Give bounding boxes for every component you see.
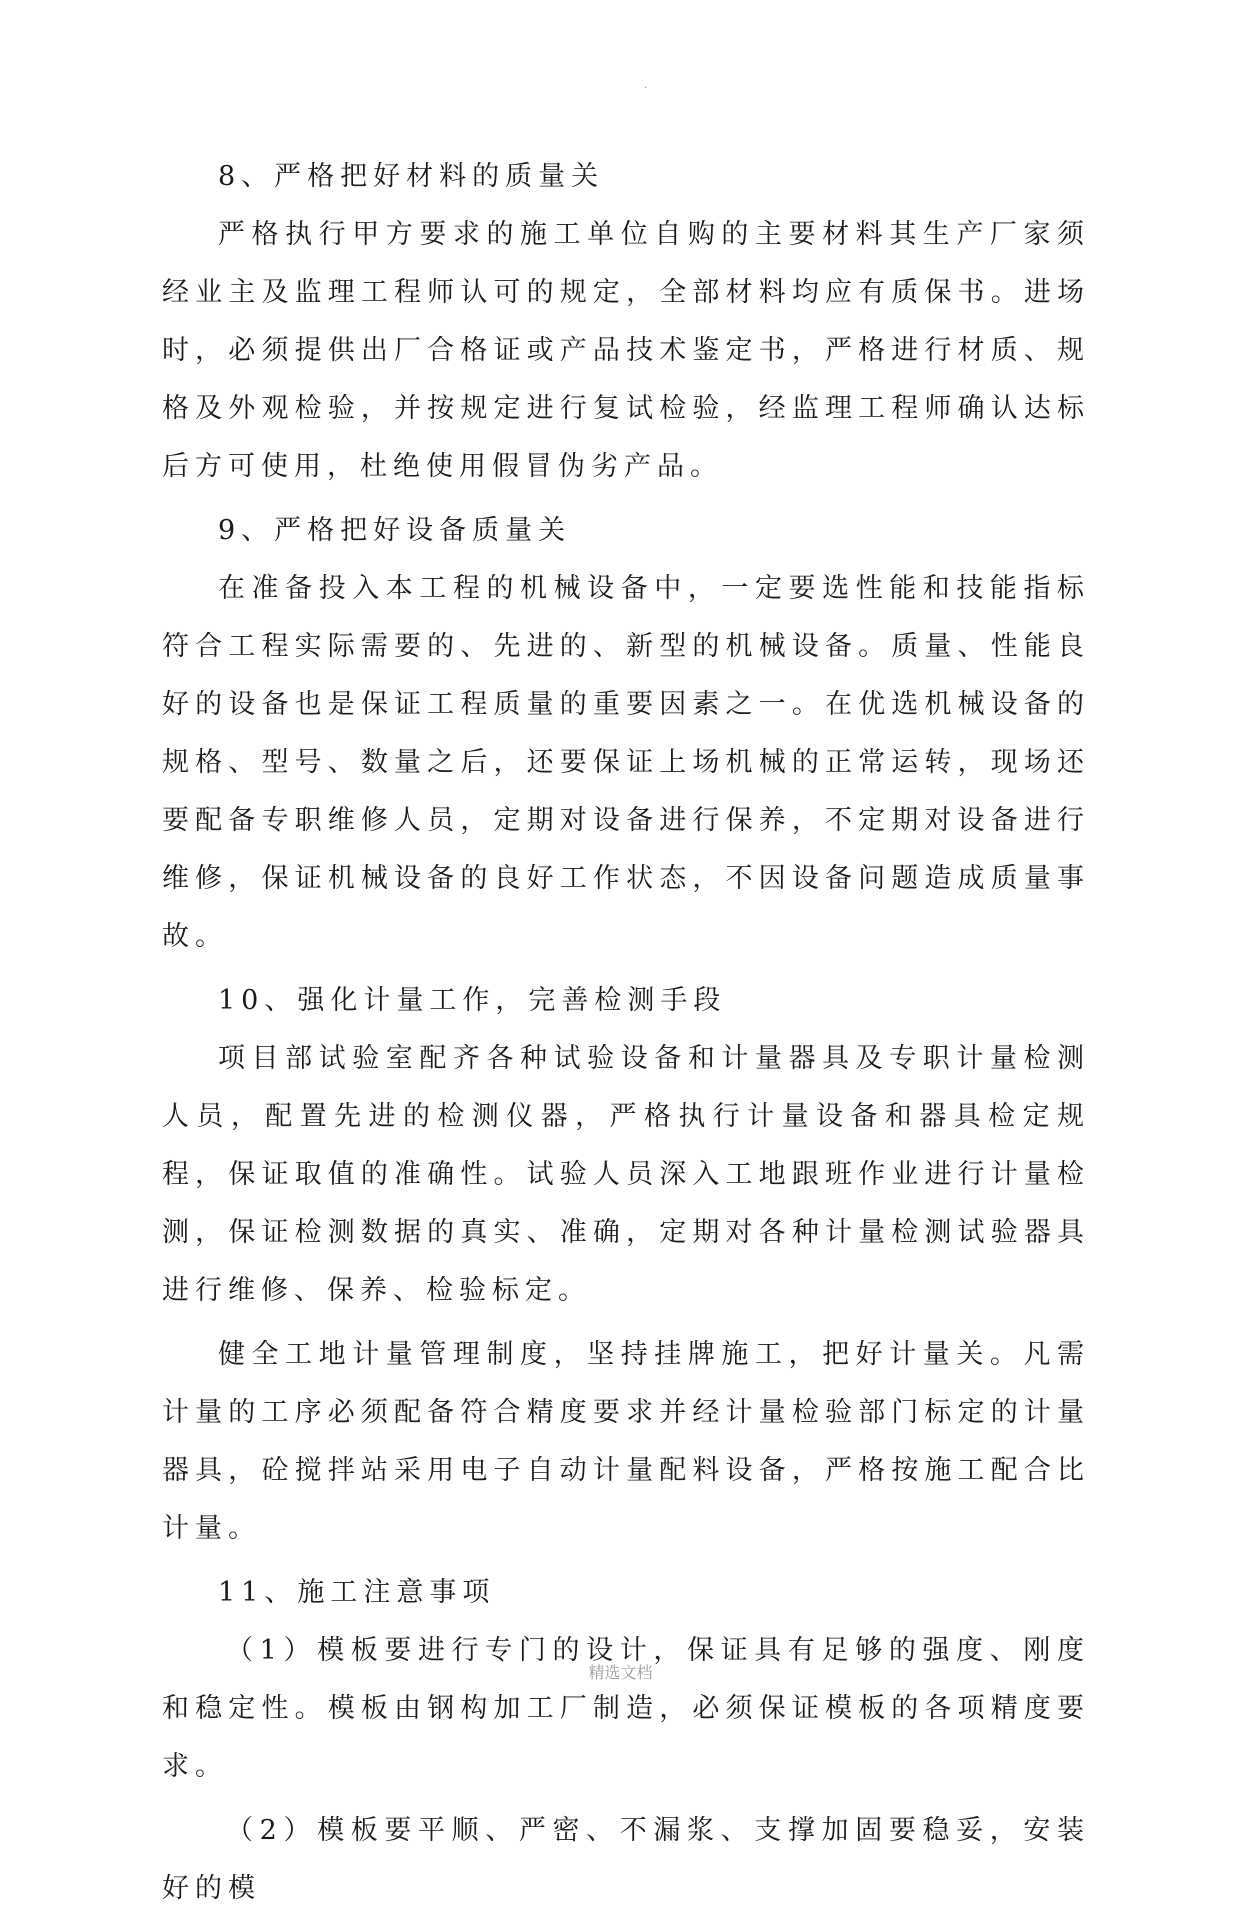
section-8-heading: 8、严格把好材料的质量关 xyxy=(218,161,605,192)
section-8-body: 严格执行甲方要求的施工单位自购的主要材料其生产厂家须经业主及监理工程师认可的规定，全部材料均应有质保书。进场时，必须提供出厂合格证或产品技术鉴定书，严格进行材质、规格及外观检验，并按规定进行复试检验，经监理工程师确认达标后方可使用，杜绝使用假冒伪劣产品。 xyxy=(162,219,1090,482)
section-11-item-2: （2）模板要平顺、严密、不漏浆、支撑加固要稳妥，安装好的模 xyxy=(162,1815,1090,1904)
section-9-body: 在准备投入本工程的机械设备中，一定要选性能和技能指标符合工程实际需要的、先进的、新型的机械设备。质量、性能良好的设备也是保证工程质量的重要因素之一。在优选机械设备的规格、型号、数量之后，还要保证上场机械的正常运转，现场还要配备专职维修人员，定期对设备进行保养，不定期对设备进行维修，保证机械设备的良好工作状态，不因设备问题造成质量事故。 xyxy=(162,573,1090,952)
section-11-heading: 11、施工注意事项 xyxy=(218,1577,496,1608)
page-footer: 精选文档 xyxy=(588,1663,653,1682)
document-content xyxy=(162,148,1090,1918)
section-10-body-2: 健全工地计量管理制度，坚持挂牌施工，把好计量关。凡需计量的工序必须配备符合精度要求并经计量检验部门标定的计量器具，砼搅拌站采用电子自动计量配料设备，严格按施工配合比计量。 xyxy=(162,1339,1090,1544)
page-top-mark: . xyxy=(644,80,648,91)
section-11-item-1: （1）模板要进行专门的设计，保证具有足够的强度、刚度和稳定性。模板由钢构加工厂制造，必须保证模板的各项精度要求。 xyxy=(162,1635,1090,1782)
section-10-body-1: 项目部试验室配齐各种试验设备和计量器具及专职计量检测人员，配置先进的检测仪器，严格执行计量设备和器具检定规程，保证取值的准确性。试验人员深入工地跟班作业进行计量检测，保证检测数据的真实、准确，定期对各种计量检测试验器具进行维修、保养、检验标定。 xyxy=(162,1043,1090,1306)
section-10-heading: 10、强化计量工作，完善检测手段 xyxy=(218,985,727,1016)
section-9-heading: 9、严格把好设备质量关 xyxy=(218,515,572,546)
